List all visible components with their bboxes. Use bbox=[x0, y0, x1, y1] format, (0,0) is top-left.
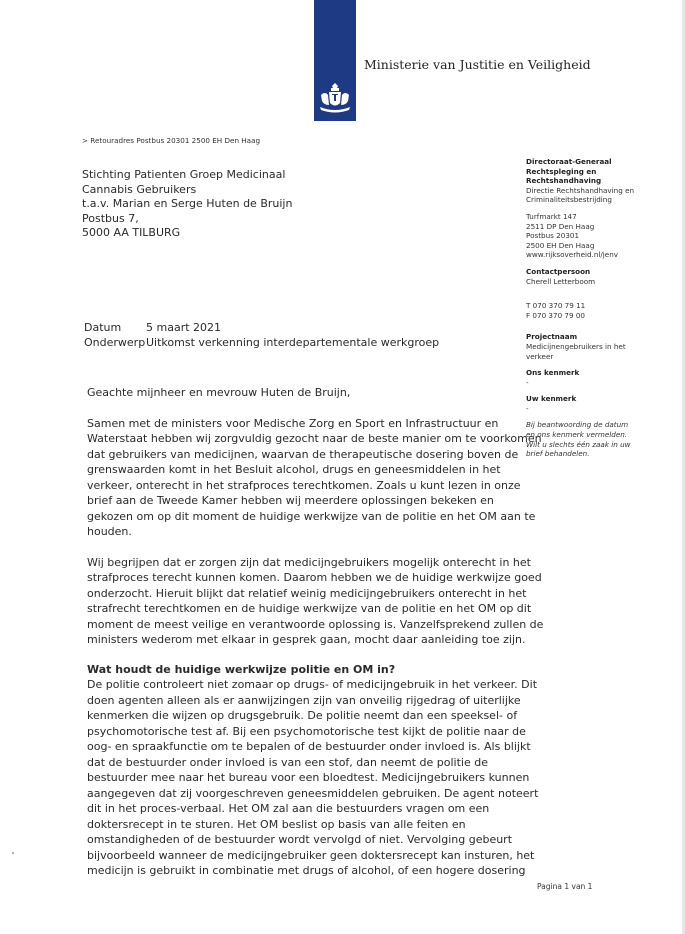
text-line: oog- en spraakfunctie om te bepalen of de bestuurder onder invloed is. Als blijkt bbox=[87, 740, 531, 753]
text-line: aangegeven dat zij voorgeschreven geneesmiddelen gebruiken. De agent noteert bbox=[87, 786, 539, 800]
date-label: Datum bbox=[84, 321, 122, 334]
text-line: bestuurder mee naar het bureau voor een bloedtest. Medicijngebruikers kunnen bbox=[87, 771, 530, 784]
text-line: kenmerken die wijzen op drugsgebruik. De politie neemt dan een speeksel- of bbox=[87, 709, 518, 722]
contact-label: Contactpersoon bbox=[526, 266, 591, 276]
text-line: ministers wederom met elkaar in gesprek gaan, mocht daar aanleiding toe zijn. bbox=[87, 633, 526, 646]
text-line: dat de bestuurder onder invloed is van een stof, dan neemt de politie de bbox=[87, 755, 488, 769]
text-line: verkeer, onterecht in het strafproces terechtkomen. Zoals u kunt lezen in onze bbox=[87, 478, 521, 492]
website-link[interactable]: www.rijksoverheid.nl/jenv bbox=[526, 250, 619, 260]
contact-name: Cherell Letterboom bbox=[526, 276, 596, 286]
recipient-line: t.a.v. Marian en Serge Huten de Bruijn bbox=[82, 197, 293, 210]
letter-meta bbox=[84, 320, 439, 350]
directie-line: Criminaliteitsbestrijding bbox=[526, 195, 612, 205]
directie-line: Directie Rechtshandhaving en bbox=[526, 185, 635, 195]
text-line: dat gebruikers van medicijnen, waarvan de therapeutische dosering boven de bbox=[87, 447, 519, 461]
text-line: brief aan de Tweede Kamer hebben wij meerdere oplossingen bekeken en bbox=[87, 494, 494, 507]
recipient-line: 5000 AA TILBURG bbox=[82, 226, 181, 239]
text-line: gekozen om op dit moment de huidige werkwijze van de politie en het OM aan te bbox=[87, 509, 536, 523]
ons-kenmerk-label: Ons kenmerk bbox=[526, 368, 580, 378]
text-line: omstandigheden of de bestuurder wordt vervolgd of niet. Vervolging gebeurt bbox=[87, 833, 513, 846]
recipient-line: Cannabis Gebruikers bbox=[82, 182, 197, 196]
salutation: Geachte mijnheer en mevrouw Huten de Bruijn, bbox=[87, 386, 351, 399]
text-line: De politie controleert niet zomaar op drugs- of medicijngebruik in het verkeer. Dit bbox=[87, 678, 538, 691]
project-value: Medicijnengebruikers in het bbox=[526, 341, 626, 351]
text-line: strafrecht terechtkomen en de huidige werkwijze van de politie en het OM op dit bbox=[87, 602, 532, 615]
project-value: verkeer bbox=[526, 351, 554, 361]
sender-sidebar bbox=[526, 157, 676, 459]
text-line: Wij begrijpen dat er zorgen zijn dat medicijngebruikers mogelijk onterecht in het bbox=[87, 555, 531, 569]
date-value: 5 maart 2021 bbox=[146, 321, 222, 334]
uw-kenmerk-label: Uw kenmerk bbox=[526, 394, 577, 404]
reply-note: brief behandelen. bbox=[526, 449, 590, 459]
paragraph bbox=[87, 677, 539, 879]
recipient-line: Postbus 7, bbox=[82, 211, 139, 225]
address-line: 2511 DP Den Haag bbox=[526, 221, 595, 231]
text-line: onderzocht. Hieruit blijkt dat relatief weinig medicijngebruikers onterecht in het bbox=[87, 586, 527, 600]
paragraph bbox=[87, 555, 544, 648]
recipient-line: Stichting Patienten Groep Medicinaal bbox=[82, 168, 286, 181]
section-heading: Wat houdt de huidige werkwijze politie en OM in? bbox=[87, 662, 396, 676]
subject-value: Uitkomst verkenning interdepartementale werkgroep bbox=[146, 336, 440, 349]
address-line: 2500 EH Den Haag bbox=[526, 240, 595, 250]
text-line: Samen met de ministers voor Medische Zorg en Sport en Infrastructuur en bbox=[87, 416, 499, 430]
text-line: doktersrecept in te sturen. Het OM beslist op basis van alle feiten en bbox=[87, 817, 466, 831]
text-line: bijvoorbeeld wanneer de medicijngebruiker geen doktersrecept kan insturen, het bbox=[87, 848, 535, 862]
ons-kenmerk-value: - bbox=[526, 377, 529, 387]
return-address: > Retouradres Postbus 20301 2500 EH Den Haag bbox=[82, 136, 261, 145]
directorate-line: Rechtspleging en bbox=[526, 166, 597, 176]
page-number: Pagina 1 van 1 bbox=[537, 882, 593, 891]
ministry-logo-bar bbox=[314, 0, 356, 121]
reply-note: Wilt u slechts één zaak in uw bbox=[526, 439, 631, 449]
address-line: Postbus 20301 bbox=[526, 231, 580, 241]
reply-note: Bij beantwoording de datum bbox=[526, 420, 629, 430]
text-line: psychomotorische test af. Bij een psychomotorische test kijkt de politie naar de bbox=[87, 724, 526, 738]
text-line: moment de meest veilige en verantwoorde oplossing is. Vanzelfsprekend zullen de bbox=[87, 617, 544, 631]
project-label: Projectnaam bbox=[526, 332, 578, 342]
text-line: Waterstaat hebben wij zorgvuldig gezocht naar de beste manier om te voorkomen bbox=[87, 432, 542, 445]
recipient-address bbox=[82, 168, 292, 241]
paragraph bbox=[87, 416, 542, 540]
directorate-line: Directoraat-Generaal bbox=[526, 157, 612, 166]
directorate-line: Rechtshandhaving bbox=[526, 176, 602, 186]
phone-number: T 070 370 79 11 bbox=[526, 301, 586, 311]
ministry-name: Ministerie van Justitie en Veiligheid bbox=[364, 57, 591, 72]
text-line: dit in het proces-verbaal. Het OM zal aan die bestuurders vragen om een bbox=[87, 802, 490, 815]
uw-kenmerk-value: - bbox=[526, 403, 529, 413]
subject-label: Onderwerp bbox=[84, 336, 146, 349]
address-line: Turfmarkt 147 bbox=[526, 211, 577, 221]
text-line: medicijn is gebruikt in combinatie met drugs of alcohol, of een hogere dosering bbox=[87, 864, 526, 877]
reply-note: en ons kenmerk vermelden. bbox=[526, 430, 628, 440]
text-line: houden. bbox=[87, 525, 132, 538]
scan-speck bbox=[12, 852, 14, 854]
letter-body bbox=[87, 385, 544, 894]
text-line: strafproces terecht kunnen komen. Daarom hebben we de huidige werkwijze goed bbox=[87, 571, 542, 584]
text-line: doen agenten alleen als er aanwijzingen zijn van onveilig rijgedrag of uiterlijke bbox=[87, 693, 521, 707]
text-line: grenswaarden komt in het Besluit alcohol, drugs en geneesmiddelen in het bbox=[87, 463, 501, 476]
fax-number: F 070 370 79 00 bbox=[526, 310, 586, 320]
royal-crest-icon bbox=[318, 83, 352, 115]
